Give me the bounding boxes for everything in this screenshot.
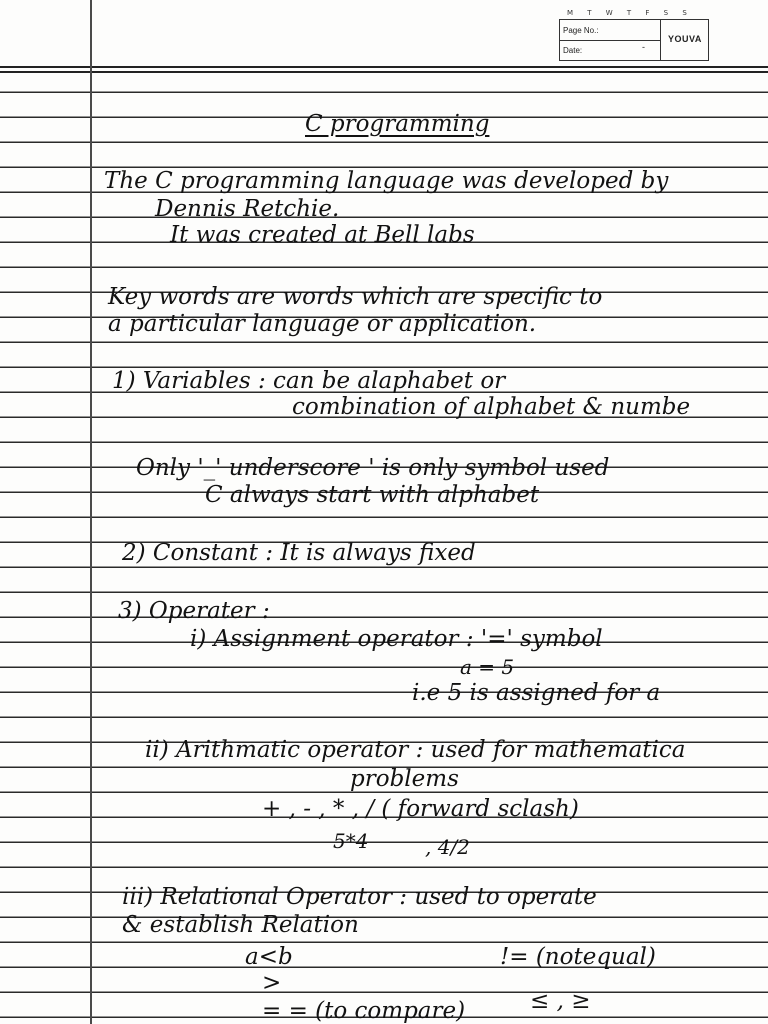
page-no-label: Page No.:	[563, 26, 599, 35]
header-rule	[0, 66, 768, 68]
assignment-line: i.e 5 is assigned for a	[412, 680, 661, 706]
variables-line: combination of alphabet & numbe	[292, 394, 691, 420]
date-label: Date:	[563, 46, 583, 55]
history-line: Dennis Retchie.	[155, 196, 340, 222]
keywords-line: a particular language or application.	[108, 311, 537, 337]
header-rule	[0, 71, 768, 73]
operator-heading: 3) Operater :	[118, 598, 270, 624]
margin-line	[90, 0, 92, 1024]
keywords-line: Key words are words which are specific to	[108, 284, 603, 310]
relational-example: != (notequal)	[500, 944, 656, 970]
arithmetic-line: ii) Arithmatic operator : used for mathematica	[145, 737, 686, 763]
arithmetic-line: problems	[350, 766, 459, 792]
relational-example: >	[262, 970, 282, 996]
page-title: C programming	[305, 111, 490, 137]
arithmetic-example: 5*4	[333, 829, 369, 853]
variables-line: 1) Variables : can be alaphabet or	[112, 368, 506, 394]
underscore-line: C always start with alphabet	[205, 482, 540, 508]
arithmetic-symbols: + , - , * , / ( forward sclash)	[262, 796, 579, 822]
relational-example: ≤ , ≥	[530, 988, 591, 1014]
page-date-box	[559, 19, 709, 61]
arithmetic-example: , 4/2	[425, 835, 470, 859]
relational-line: & establish Relation	[122, 912, 359, 938]
assignment-line: i) Assignment operator : '=' symbol	[190, 626, 603, 652]
assignment-example: a = 5	[460, 655, 515, 679]
relational-line: iii) Relational Operator : used to operate	[122, 884, 597, 910]
constant-line: 2) Constant : It is always fixed	[122, 540, 476, 566]
weekday-strip: M T W T F S S	[567, 9, 693, 17]
relational-example: a<b	[245, 944, 293, 970]
underscore-line: Only '_' underscore ' is only symbol used	[136, 455, 610, 481]
box-divider	[560, 40, 660, 41]
relational-example: = = (to compare)	[262, 998, 466, 1024]
date-mark: -	[642, 42, 645, 52]
history-line: The C programming language was developed by	[104, 168, 669, 194]
brand-logo: YOUVA	[668, 34, 702, 44]
history-line: It was created at Bell labs	[170, 222, 475, 248]
